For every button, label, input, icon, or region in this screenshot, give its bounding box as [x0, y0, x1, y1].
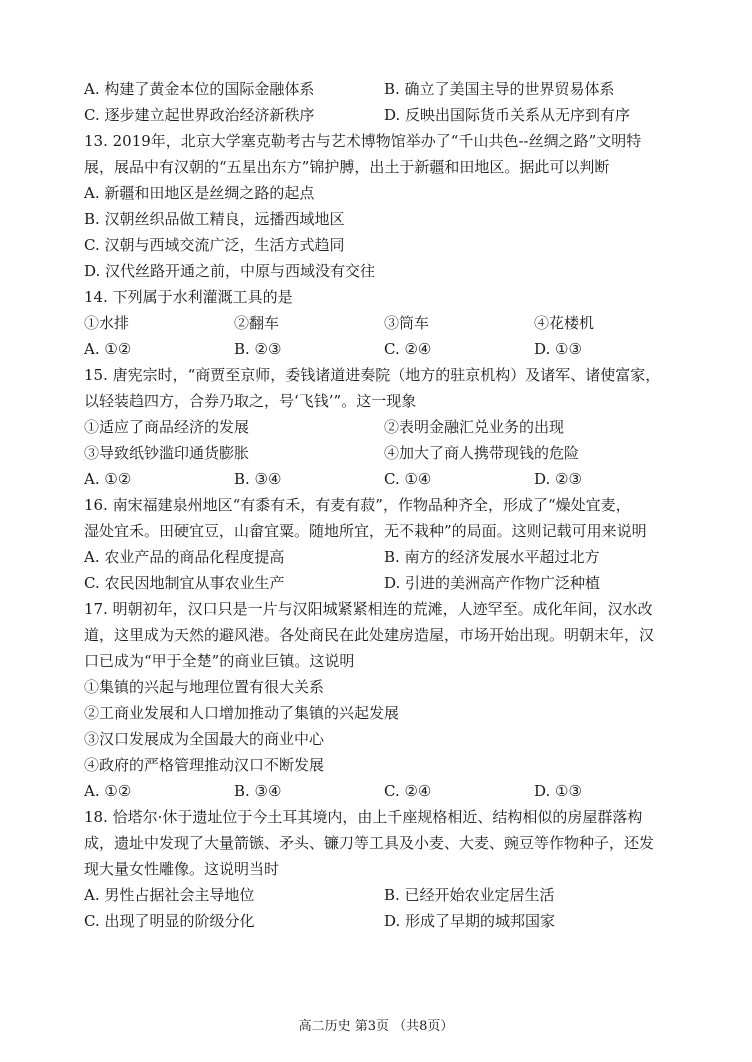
q13-stem-line-1: 13. 2019年，北京大学塞克勒考古与艺术博物馆举办了“千山共色--丝绸之路”文明特: [84, 132, 642, 150]
q17-option-b: B. ③④: [234, 782, 282, 800]
q18-option-c: C. 出现了明显的阶级分化: [84, 912, 255, 930]
q15-option-b: B. ③④: [234, 470, 282, 488]
q14-item-2: ②翻车: [234, 314, 280, 332]
q13-option-a: A. 新疆和田地区是丝绸之路的起点: [84, 184, 315, 202]
q18-stem-line-3: 现大量女性雕像。这说明当时: [84, 860, 280, 878]
q18-stem-line-2: 成，遗址中发现了大量箭镞、矛头、镰刀等工具及小麦、大麦、豌豆等作物种子，还发: [84, 834, 655, 852]
q13-stem-line-2: 展，展品中有汉朝的“五星出东方”锦护膊，出土于新疆和田地区。据此可以判断: [84, 158, 610, 176]
q15-item-4: ④加大了商人携带现钱的危险: [384, 444, 580, 462]
q15-option-a: A. ①②: [84, 470, 132, 488]
q12-option-d: D. 反映出国际货币关系从无序到有序: [384, 106, 631, 124]
q12-option-b: B. 确立了美国主导的世界贸易体系: [384, 80, 615, 98]
q15-stem-line-1: 15. 唐宪宗时，“商贾至京师，委钱诸道进奏院（地方的驻京机构）及诸军、诸使富家，: [84, 366, 661, 384]
q14-item-3: ③筒车: [384, 314, 430, 332]
q13-option-b: B. 汉朝丝织品做工精良，远播西域地区: [84, 210, 345, 228]
q17-item-2: ②工商业发展和人口增加推动了集镇的兴起发展: [84, 704, 400, 722]
q14-item-4: ④花楼机: [534, 314, 595, 332]
q16-stem-line-2: 湿处宜禾。田硬宜豆，山畲宜粟。随地所宜，无不栽种”的局面。这则记载可用来说明: [84, 522, 647, 540]
q16-option-c: C. 农民因地制宜从事农业生产: [84, 574, 285, 592]
q17-item-3: ③汉口发展成为全国最大的商业中心: [84, 730, 325, 748]
q15-item-3: ③导致纸钞滥印通货膨胀: [84, 444, 250, 462]
q18-stem-line-1: 18. 恰塔尔·休于遗址位于今土耳其境内，由上千座规格相近、结构相似的房屋群落构: [84, 808, 643, 826]
q15-option-d: D. ②③: [534, 470, 582, 488]
q18-option-b: B. 已经开始农业定居生活: [384, 886, 555, 904]
q17-stem-line-1: 17. 明朝初年，汉口只是一片与汉阳城紧紧相连的荒滩，人迹罕至。成化年间，汉水改: [84, 600, 653, 618]
q15-item-1: ①适应了商品经济的发展: [84, 418, 250, 436]
q16-stem-line-1: 16. 南宋福建泉州地区“有黍有禾，有麦有菽”，作物品种齐全，形成了“燥处宜麦，: [84, 496, 631, 514]
q15-item-2: ②表明金融汇兑业务的出现: [384, 418, 565, 436]
q14-option-a: A. ①②: [84, 340, 132, 358]
q14-option-d: D. ①③: [534, 340, 582, 358]
q12-option-c: C. 逐步建立起世界政治经济新秩序: [84, 106, 315, 124]
q18-option-d: D. 形成了早期的城邦国家: [384, 912, 556, 930]
q17-option-c: C. ②④: [384, 782, 432, 800]
q14-stem: 14. 下列属于水利灌溉工具的是: [84, 288, 293, 306]
q17-item-4: ④政府的严格管理推动汉口不断发展: [84, 756, 325, 774]
q16-option-a: A. 农业产品的商品化程度提高: [84, 548, 285, 566]
q12-option-a: A. 构建了黄金本位的国际金融体系: [84, 80, 315, 98]
q16-option-d: D. 引进的美洲高产作物广泛种植: [384, 574, 601, 592]
page-footer: 高二历史 第3页 （共8页）: [298, 1019, 454, 1034]
q17-stem-line-3: 口已成为“甲于全楚”的商业巨镇。这说明: [84, 652, 355, 670]
q14-option-c: C. ②④: [384, 340, 432, 358]
q13-option-d: D. 汉代丝路开通之前，中原与西域没有交往: [84, 262, 376, 280]
q17-item-1: ①集镇的兴起与地理位置有很大关系: [84, 678, 325, 696]
q15-stem-line-2: 以轻装趋四方，合券乃取之，号‘飞钱’”。这一现象: [84, 392, 417, 410]
q13-option-c: C. 汉朝与西域交流广泛，生活方式趋同: [84, 236, 345, 254]
q17-stem-line-2: 道，这里成为天然的避风港。各处商民在此处建房造屋，市场开始出现。明朝末年，汉: [84, 626, 655, 644]
q17-option-a: A. ①②: [84, 782, 132, 800]
q18-option-a: A. 男性占据社会主导地位: [84, 886, 255, 904]
q17-option-d: D. ①③: [534, 782, 582, 800]
q14-item-1: ①水排: [84, 314, 130, 332]
q16-option-b: B. 南方的经济发展水平超过北方: [384, 548, 600, 566]
q15-option-c: C. ①④: [384, 470, 432, 488]
q14-option-b: B. ②③: [234, 340, 282, 358]
